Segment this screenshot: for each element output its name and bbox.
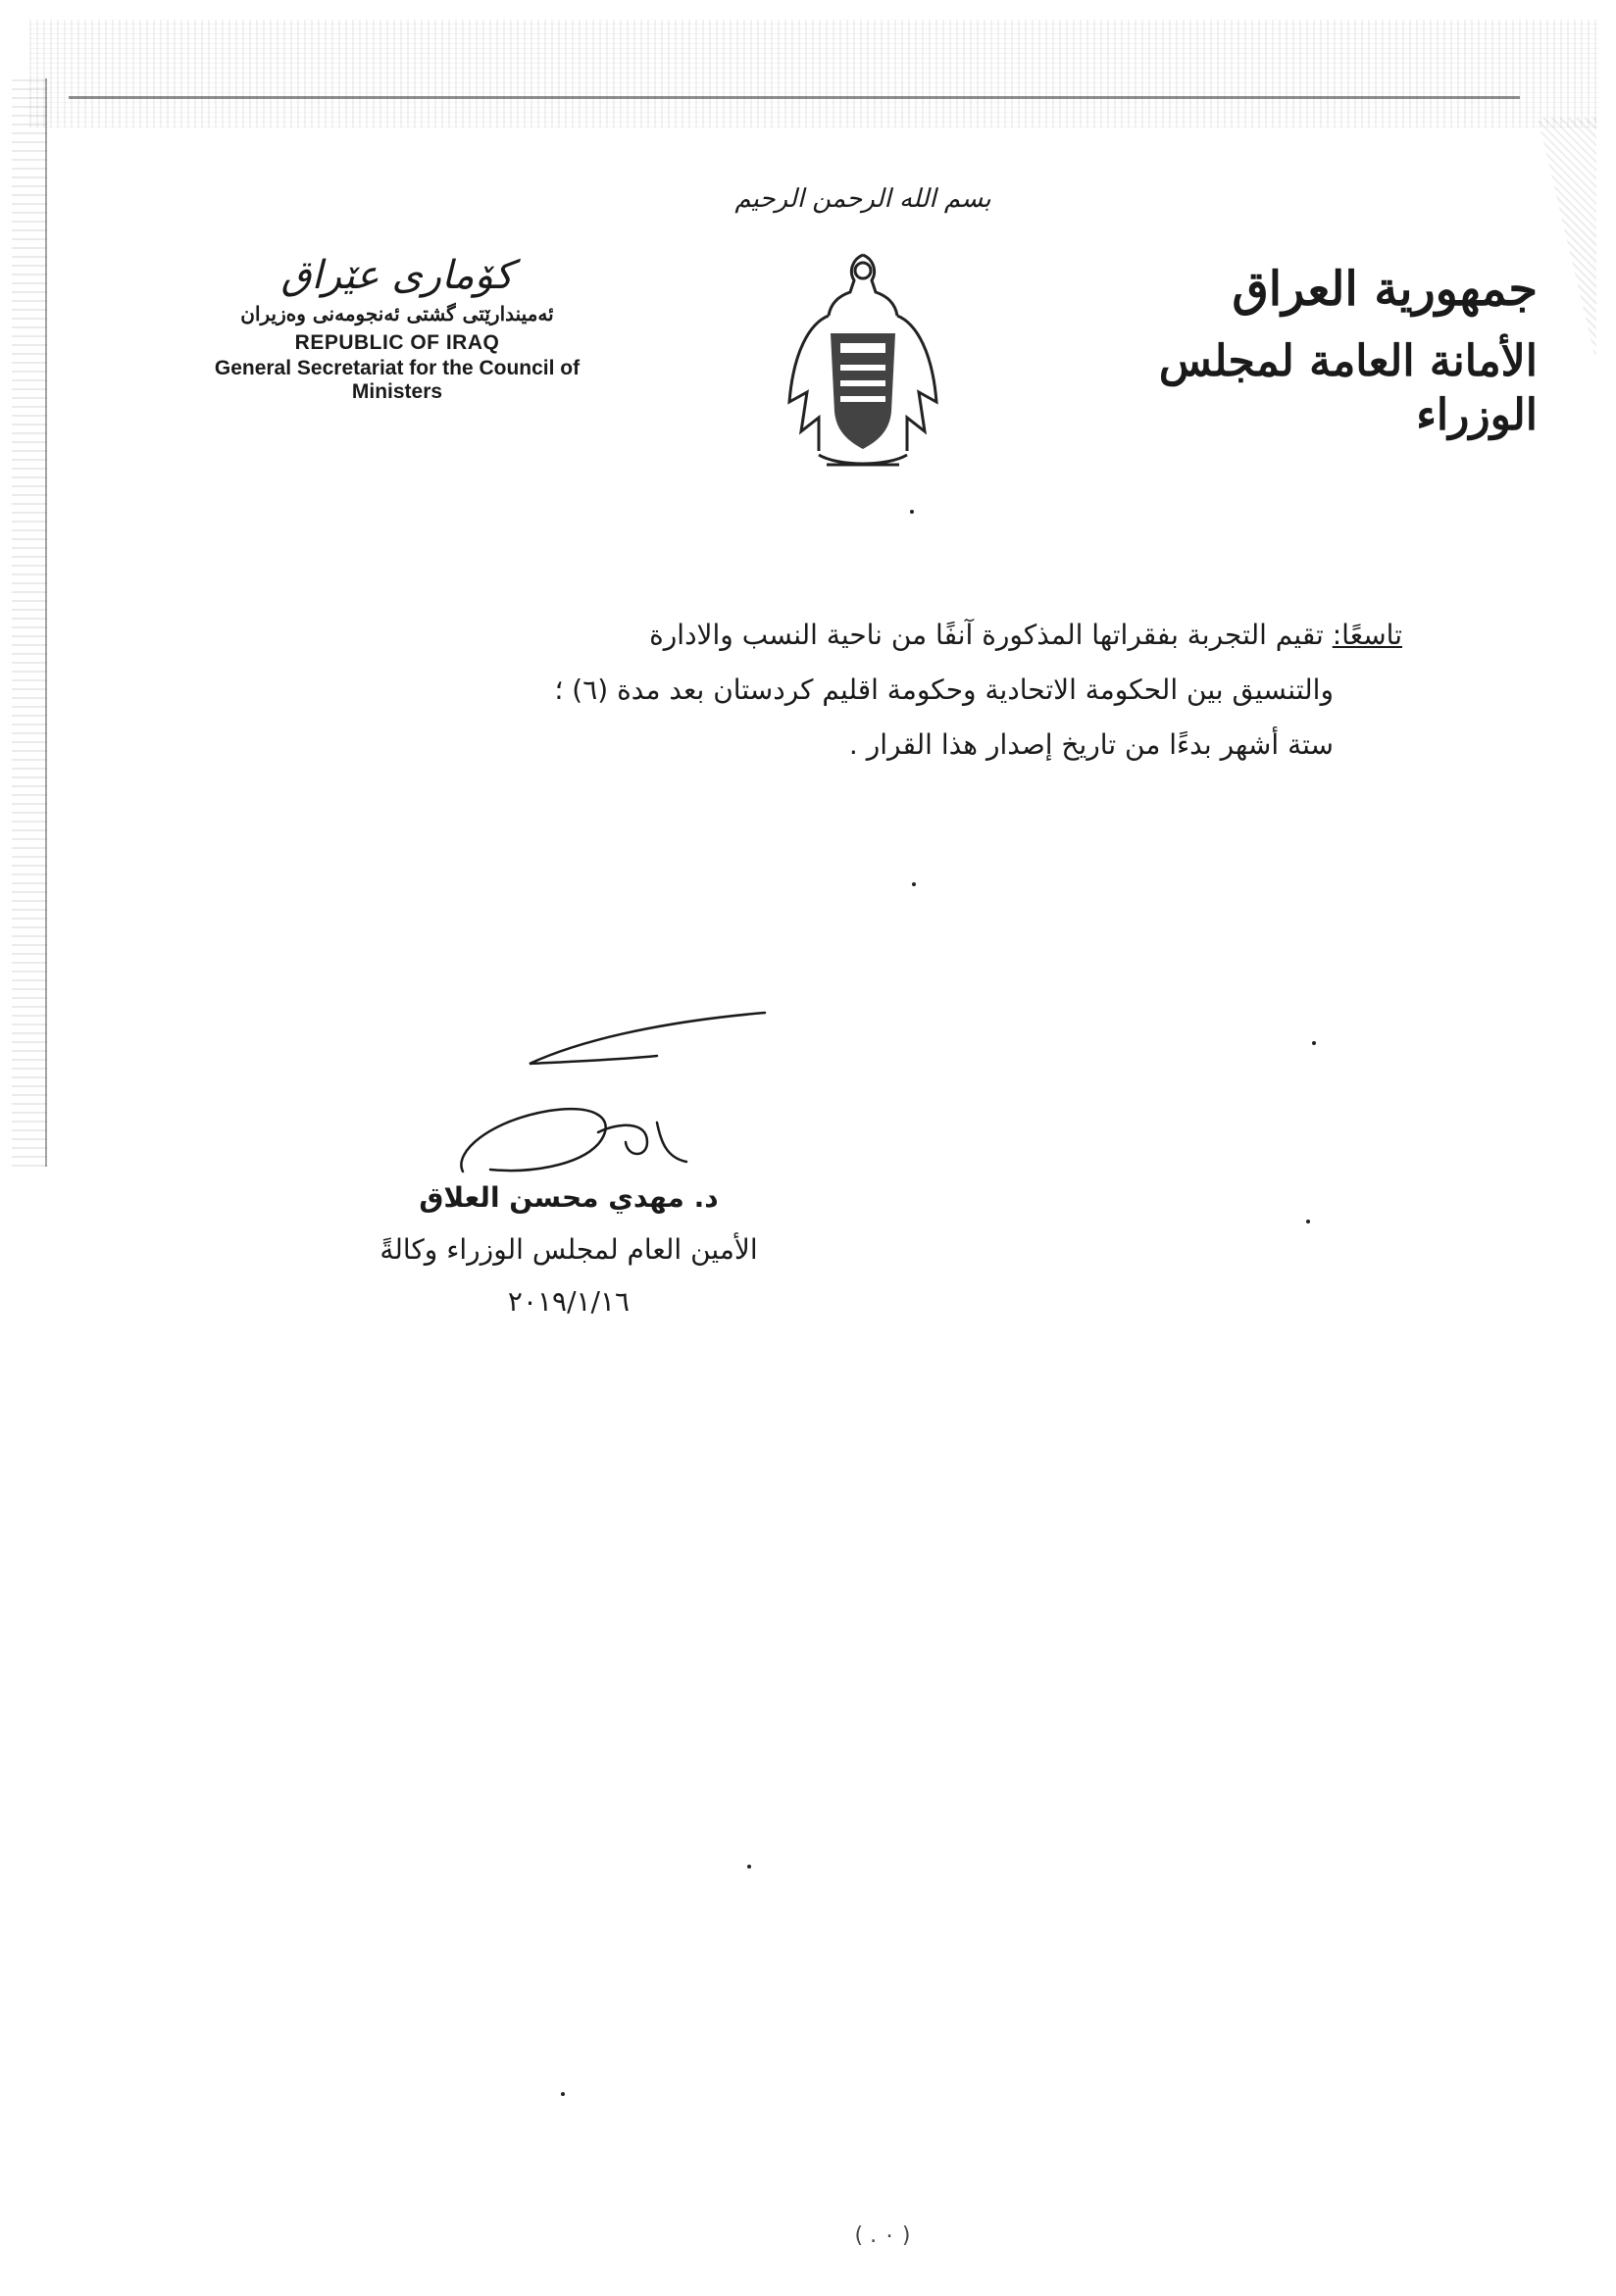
clause-line-1 — [314, 608, 1402, 663]
header-bilingual — [186, 253, 608, 404]
scan-speck — [1312, 1041, 1316, 1045]
header-kurdish-line-2: ئەمیندارێتی گشتی ئەنجومەنی وەزیران — [240, 302, 554, 325]
scan-noise-top — [29, 20, 1598, 127]
scan-edge-line — [69, 96, 1520, 99]
clause-text-1: تقيم التجربة بفقراتها المذكورة آنفًا من ناحية النسب والادارة — [649, 619, 1324, 651]
signature-date: ٢٠١٩/١/١٦ — [507, 1285, 631, 1319]
scan-left-edge — [12, 78, 47, 1167]
scan-speck — [910, 510, 914, 514]
scan-speck — [561, 2092, 565, 2096]
clause-label: تاسعًا: — [1332, 619, 1402, 651]
scan-right-wedge — [1538, 118, 1596, 363]
signatory-title: الأمين العام لمجلس الوزراء وكالةً — [379, 1233, 758, 1267]
header-english-line-1: REPUBLIC OF IRAQ — [294, 331, 500, 354]
scan-speck — [1306, 1220, 1310, 1223]
header-kurdish-line-1: كۆماری عێراق — [280, 253, 514, 298]
footer-page-mark: ( ٠ . ) — [854, 2223, 911, 2248]
scan-speck — [912, 882, 916, 886]
handwritten-signature — [451, 1005, 775, 1181]
header-english-line-2: General Secretariat for the Council of Ministers — [214, 357, 581, 403]
scan-speck — [747, 1865, 751, 1869]
header-arabic-line-2: الأمانة العامة لمجلس الوزراء — [1158, 336, 1538, 441]
header-arabic — [1126, 263, 1538, 442]
signatory-name: د. مهدي محسن العلاق — [419, 1181, 719, 1214]
decision-body — [314, 608, 1402, 773]
header-arabic-line-1: جمهورية العراق — [1232, 262, 1538, 317]
signature-block — [294, 1172, 843, 1328]
clause-line-2: والتنسيق بين الحكومة الاتحادية وحكومة اقليم كردستان بعد مدة (٦) ؛ — [554, 674, 1334, 706]
clause-line-3: ستة أشهر بدءًا من تاريخ إصدار هذا القرار . — [848, 728, 1334, 761]
basmala: بسم الله الرحمن الرحيم — [734, 184, 991, 214]
iraq-emblem-icon — [780, 245, 946, 480]
